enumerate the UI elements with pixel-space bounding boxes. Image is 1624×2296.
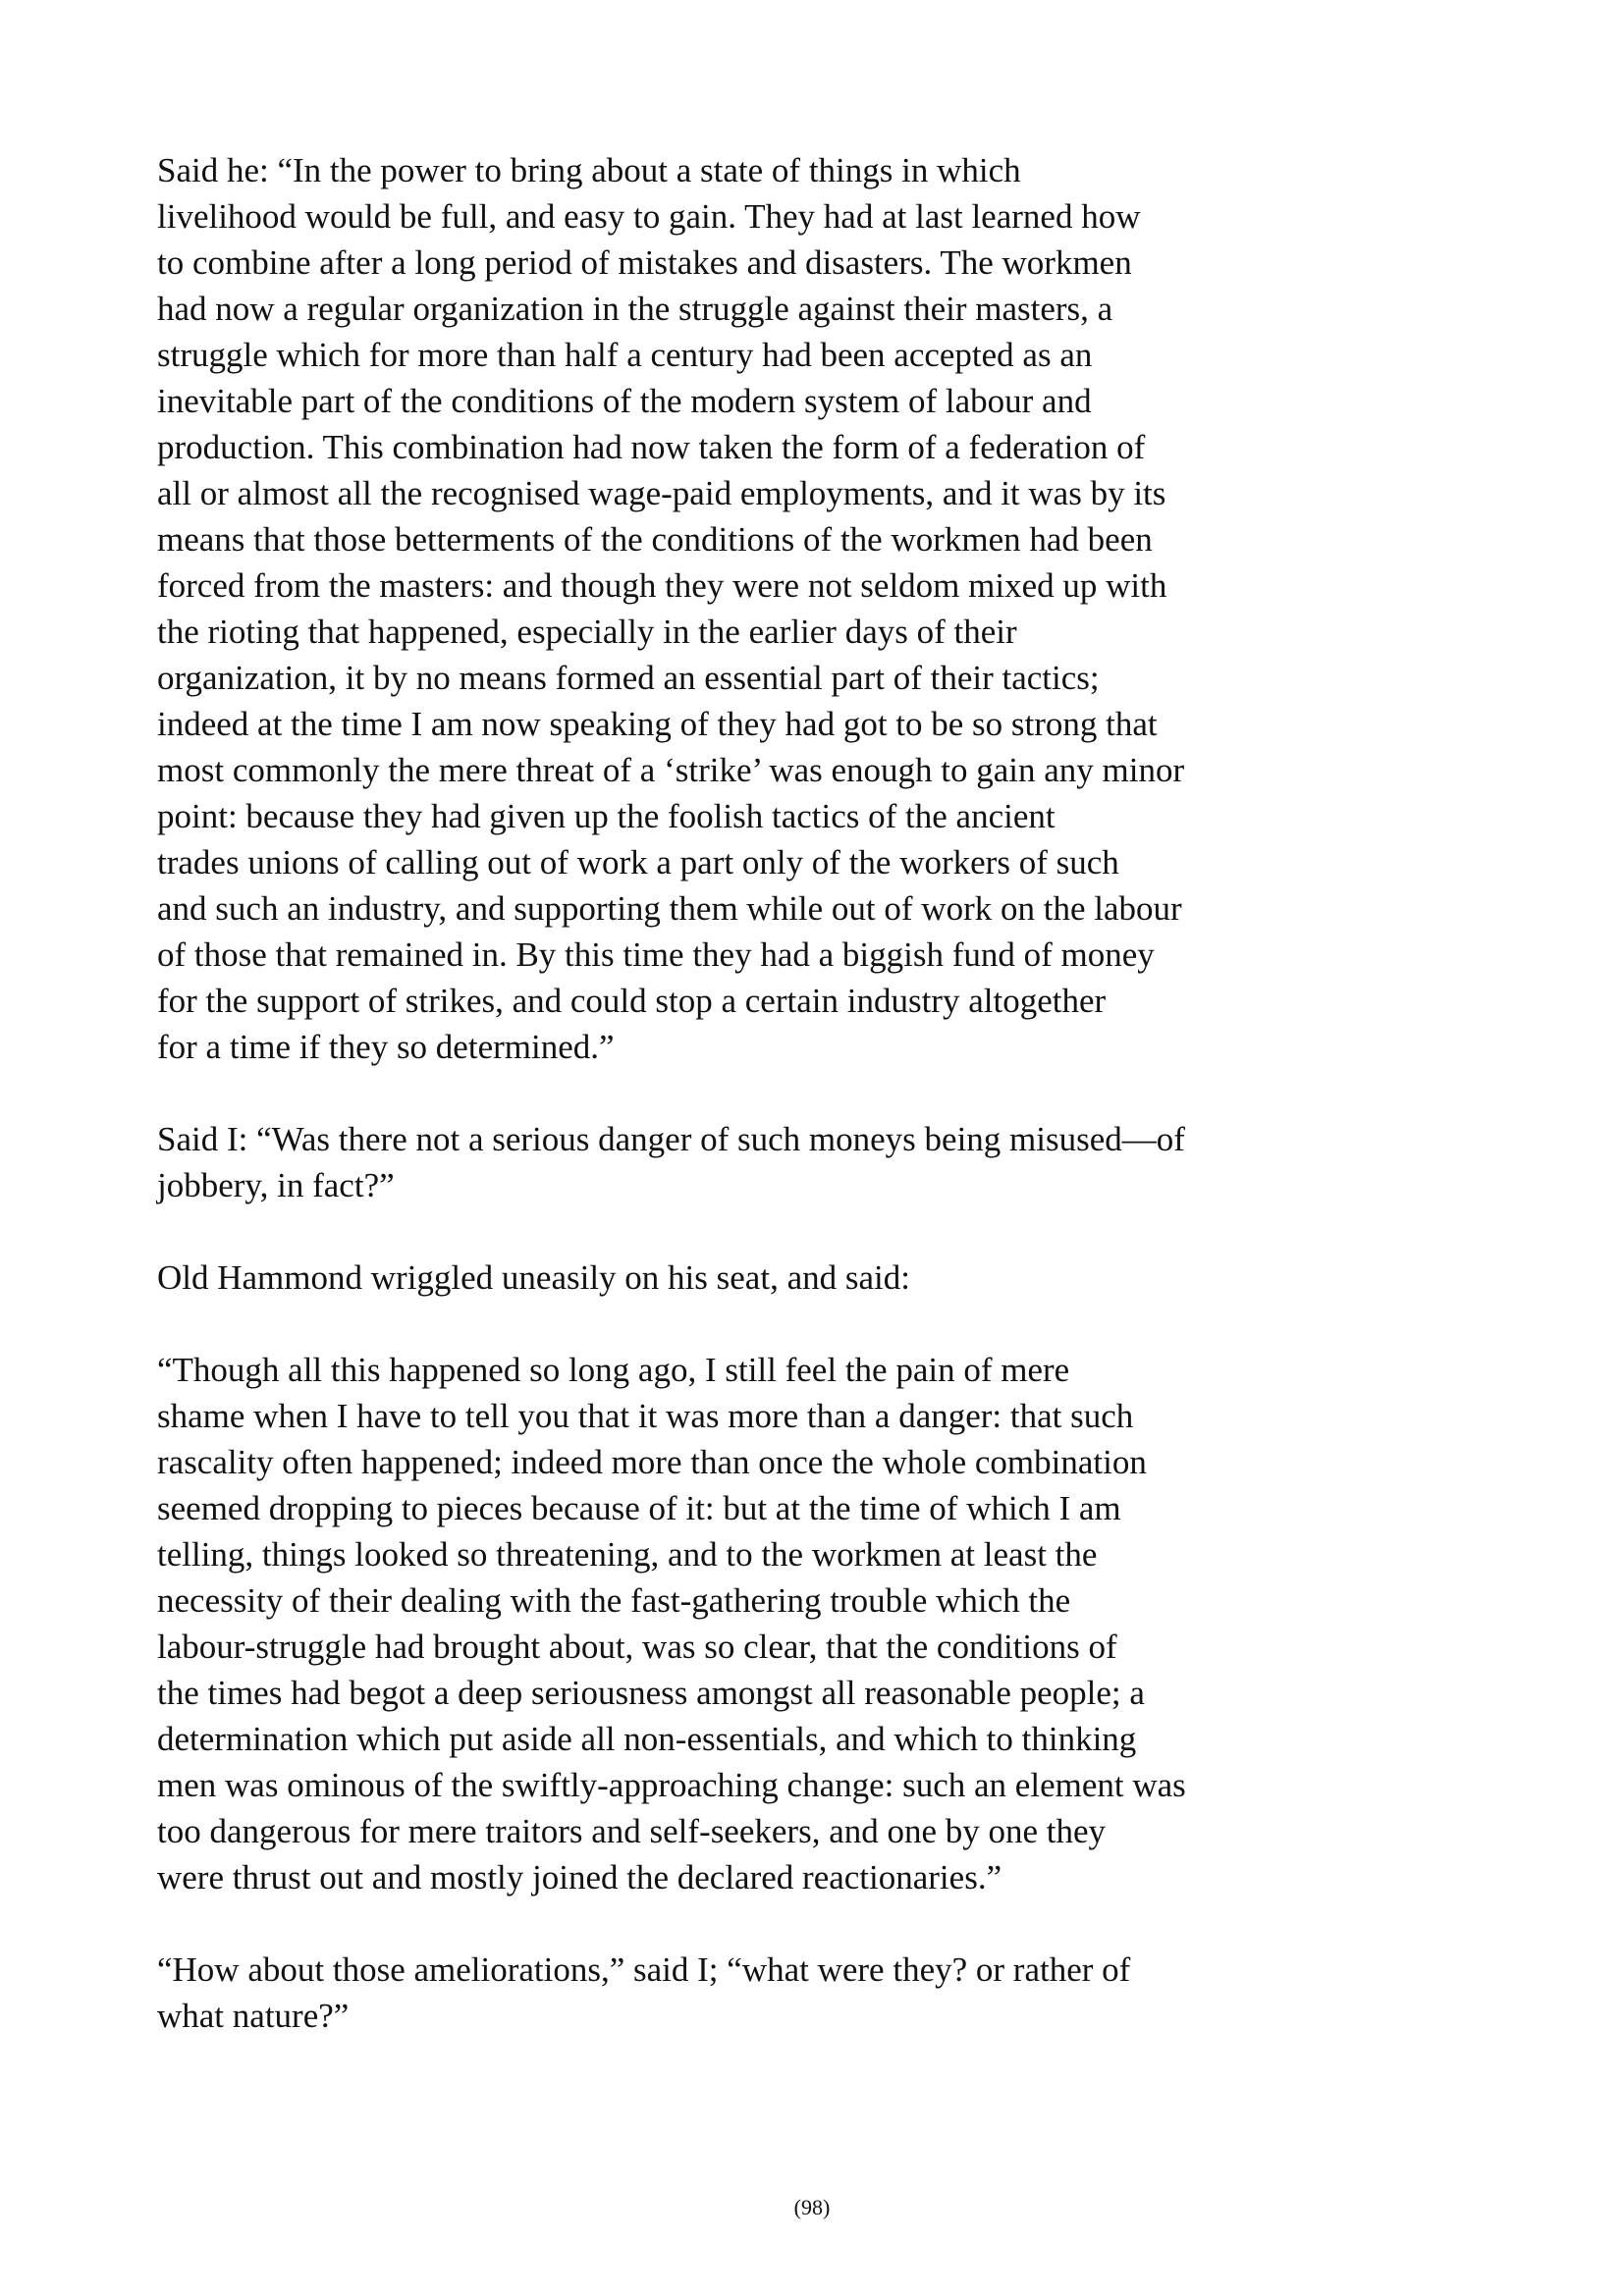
text-line: indeed at the time I am now speaking of they had got to be so strong that (157, 705, 1158, 743)
text-line: production. This combination had now taken the form of a federation of (157, 428, 1146, 466)
paragraph-said-i-jobbery (157, 1116, 1335, 1208)
text-line: seemed dropping to pieces because of it: but at the time of which I am (157, 1489, 1121, 1527)
text-line: inevitable part of the conditions of the modern system of labour and (157, 382, 1092, 420)
text-line: all or almost all the recognised wage-paid employments, and it was by its (157, 474, 1166, 512)
text-line: to combine after a long period of mistakes and disasters. The workmen (157, 243, 1132, 282)
text-line: trades unions of calling out of work a part only of the workers of such (157, 843, 1119, 881)
text-line: labour-struggle had brought about, was so clear, that the conditions of (157, 1628, 1117, 1666)
text-line: of those that remained in. By this time they had a biggish fund of money (157, 935, 1155, 974)
text-line: for the support of strikes, and could stop a certain industry altogether (157, 982, 1107, 1020)
text-line: telling, things looked so threatening, and to the workmen at least the (157, 1535, 1098, 1574)
text-line: the times had begot a deep seriousness amongst all reasonable people; a (157, 1674, 1145, 1712)
text-line: had now a regular organization in the struggle against their masters, a (157, 290, 1113, 328)
text-line: the rioting that happened, especially in the earlier days of their (157, 613, 1017, 651)
text-line: livelihood would be full, and easy to gain. They had at last learned how (157, 197, 1141, 236)
text-line: most commonly the mere threat of a ‘strike’ was enough to gain any minor (157, 751, 1185, 789)
text-line: jobbery, in fact?” (157, 1166, 395, 1204)
text-line: necessity of their dealing with the fast-gathering trouble which the (157, 1581, 1071, 1620)
text-line: determination which put aside all non-essentials, and which to thinking (157, 1720, 1137, 1758)
page-number: (98) (793, 2195, 831, 2219)
text-line: for a time if they so determined.” (157, 1028, 615, 1066)
text-line: were thrust out and mostly joined the declared reactionaries.” (157, 1858, 1002, 1896)
text-line: struggle which for more than half a century had been accepted as an (157, 336, 1093, 374)
text-line: means that those betterments of the conditions of the workmen had been (157, 520, 1153, 559)
text-line: Old Hammond wriggled uneasily on his seat, and said: (157, 1258, 910, 1297)
text-line: “Though all this happened so long ago, I still feel the pain of mere (157, 1351, 1070, 1389)
paragraph-said-he (157, 147, 1335, 1070)
text-line: shame when I have to tell you that it was more than a danger: that such (157, 1397, 1134, 1435)
text-line: rascality often happened; indeed more than once the whole combination (157, 1443, 1147, 1481)
paragraph-though-all-this (157, 1347, 1335, 1900)
page-body (157, 147, 1335, 2085)
text-line: too dangerous for mere traitors and self-seekers, and one by one they (157, 1812, 1107, 1850)
text-line: organization, it by no means formed an essential part of their tactics; (157, 659, 1100, 697)
text-line: what nature?” (157, 1997, 350, 2035)
text-line: Said he: “In the power to bring about a state of things in which (157, 151, 1021, 189)
text-line: Said I: “Was there not a serious danger of such moneys being misused—of (157, 1120, 1185, 1158)
text-line: and such an industry, and supporting them while out of work on the labour (157, 889, 1182, 928)
text-line: forced from the masters: and though they were not seldom mixed up with (157, 566, 1167, 605)
text-line: point: because they had given up the foolish tactics of the ancient (157, 797, 1056, 835)
text-line: “How about those ameliorations,” said I; “what were they? or rather of (157, 1950, 1131, 1989)
text-line: men was ominous of the swiftly-approaching change: such an element was (157, 1766, 1186, 1804)
paragraph-ameliorations (157, 1947, 1335, 2039)
paragraph-old-hammond (157, 1255, 1335, 1301)
